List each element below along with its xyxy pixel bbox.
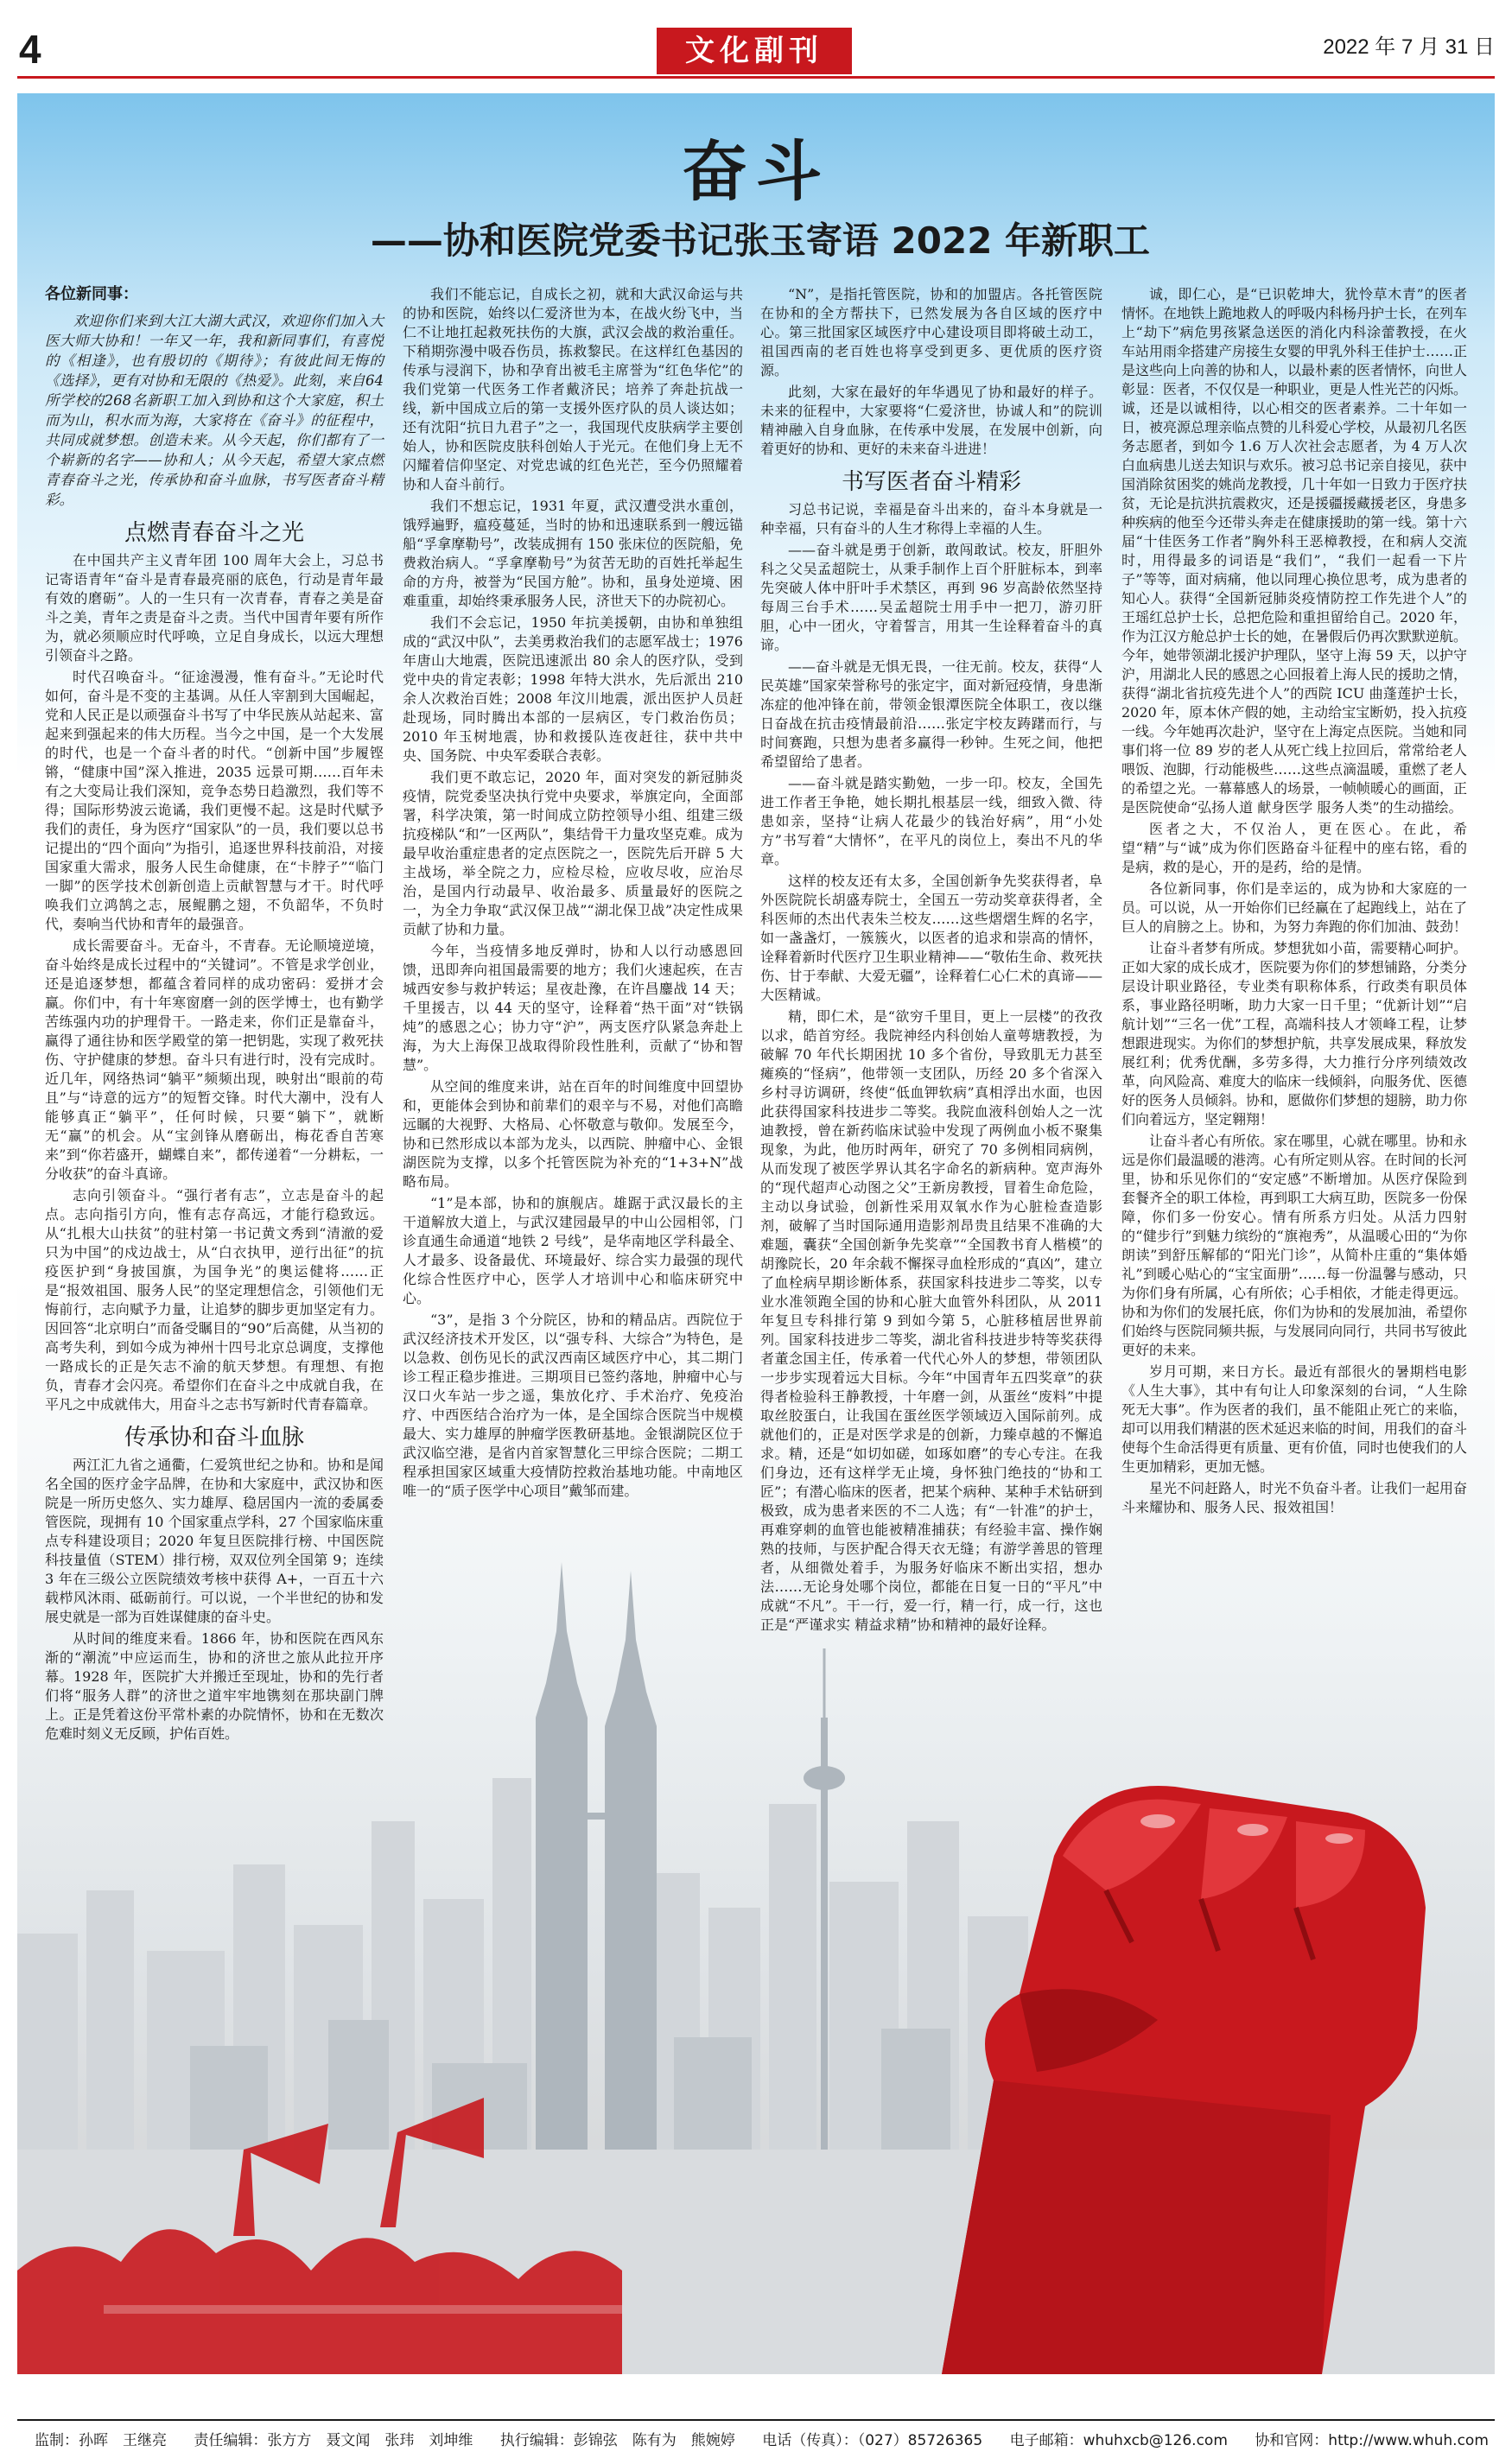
paragraph: 从时间的维度来看。1866 年，协和医院在西风东渐的“潮流”中应运而生，协和的济世之旅从此拉开序幕。1928 年，医院扩大并搬迁至现址，协和的先行者们将“服务人群”的济世之道牢牢地镌刻在那块副门牌上。正是凭着这份平常朴素的办院情怀，协和在无数次危难时刻义无反顾，护佑百姓。 xyxy=(45,1630,384,1742)
paragraph: 志向引领奋斗。“强行者有志”，立志是奋斗的起点。志向指引方向，惟有志存高远，才能行稳致远。从“扎根大山扶贫”的驻村第一书记黄文秀到“清澈的爱只为中国”的戍边战士，从“白衣执甲，逆行出征”的抗疫医护到“身披国旗，为国争光”的奥运健将……正是“报效祖国、服务人民”的坚定理想信念，引领他们无悔前行，志向赋予力量，让追梦的脚步更加坚定有力。因回答“北京明白”而备受瞩目的“90”后高健，从当初的高考失利，到如今成为神州十四号北京总调度，支撑他一路成长的正是矢志不渝的航天梦想。有理想、有抱负，青春才会闪亮。希望你们在奋斗之中成就自我，在平凡之中成就伟大，用奋斗之志书写新时代青春篇章。 xyxy=(45,1187,384,1413)
footer-website[interactable]: 协和官网：http://www.whuh.com xyxy=(1255,2432,1489,2449)
footer-exec-editors: 执行编辑：彭锦弦 陈有为 熊婉婷 xyxy=(499,2432,735,2449)
paragraph: ——奋斗就是勇于创新，敢闯敢试。校友，肝胆外科之父吴孟超院士，从秉手制作上百个肝脏标本，到率先突破人体中肝叶手术禁区，再到 96 岁高龄依然坚持每周三台手术……吴孟超院士用手中一把刀，游刃肝胆，心中一团火，守着誓言，用其一生诠释着奋斗的真谛。 xyxy=(760,542,1102,653)
masthead xyxy=(0,0,1512,78)
article-column-4 xyxy=(1121,285,1467,1520)
article-column-1 xyxy=(45,285,384,1746)
paragraph: 此刻，大家在最好的年华遇见了协和最好的样子。未来的征程中，大家要将“仁爱济世，协诚人和”的院训精神融入自身血脉，在传承中发展，在发展中创新，向着更好的协和、更好的未来奋斗进进！ xyxy=(760,384,1102,457)
paragraph: 时代召唤奋斗。“征途漫漫，惟有奋斗。”无论时代如何，奋斗是不变的主基调。从任人宰割到大国崛起，党和人民正是以顽强奋斗书写了中华民族从站起来、富起来到强起来的伟大历程。当今之中国，是一个大发展的时代，也是一个奋斗者的时代。“创新中国”步履铿锵，“健康中国”深入推进，2035 远景可期……百年未有之大变局让我们深知，竞争态势日趋激烈，我们等不得；国际形势波云诡谲，我们更慢不起。这是时代赋予我们的责任，身为医疗“国家队”的一员，我们要以总书记提出的“四个面向”为指引，追逐世界科技前沿，对接国家重大需求，服务人民生命健康，在“卡脖子”“临门一脚”的医学技术创新创造上贡献智慧与才干。时代呼唤我们立鸿鹄之志，展鲲鹏之翅，不负韶华，不负时代，奏响当代协和青年的最强音。 xyxy=(45,669,384,932)
footer xyxy=(35,2428,1489,2449)
paragraph: 精，即仁术，是“欲穷千里目，更上一层楼”的孜孜以求，皓首穷经。我院神经内科创始人童萼塘教授，为破解 70 年代长期困扰 10 多个省份，导致肌无力甚至瘫痪的“怪病”，他带领一支团队，历经 20 多个省深入乡村寻访调研，终使“低血钾软病”真相浮出水面，也因此获得国家科技进步二等奖。我院血液科创始人之一沈迪教授，曾在新药临床试验中发现了两例血小板不聚集现象，为此，他历时两年，研究了 70 多例相同病例，从而发现了被医学界认其名字命名的新病种。宽声海外的“现代超声心动图之父”王新房教授，冒着生命危险，主动以身试验，创新性采用双氧水作为心脏检查造影剂，破解了当时国际通用造影剂昂贵且结果不准确的大难题，囊获“全国创新争先奖章”“全国教书育人楷模”的胡豫院长，20 年余载不懈探寻血栓形成的“真凶”，建立了血栓病早期诊断体系，获国家科技进步二等奖，以专业水准领跑全国的协和心脏大血管外科团队，从 2011 年复旦专科排行第 9 到如今第 5，心脏移植居世界前列。国家科技进步二等奖，湖北省科技进步特等奖获得者董念国主任，传承着一代代心外人的梦想，带领团队一步步实现着远大目标。今年“中国青年五四奖章”的获得者检验科王静教授，十年磨一剑，从蛋丝“废料”中提取丝胶蛋白，让我国在蛋丝医学领域迈入国际前列。成就他们的，正是对医学求是的创新，力臻卓越的不懈追求。精，还是“如切如磋，如琢如磨”的专心专注。在我们身边，还有这样学无止境，身怀独门绝技的“协和工匠”；有潜心临床的医者，把某个病种、某种手术钻研到极致，成为患者来医的不二人选；有“一针准”的护士，再难穿刺的血管也能被精准捕获；有经验丰富、操作娴熟的技师，与医护配合得天衣无缝；有游学善思的管理者，从细微处着手，为服务好临床不断出实招，想办法……无论身处哪个岗位，都能在日复一日的“平凡”中成就“不凡”。干一行，爱一行，精一行，成一行，这也正是“严谨求实 精益求精”协和精神的最好诠释。 xyxy=(760,1008,1102,1633)
lead-paragraph: 欢迎你们来到大江大湖大武汉，欢迎你们加入大医大师大协和！一年又一年，我和新同事们，有喜悦的《相逢》，也有殷切的《期待》；有彼此间无悔的《选择》，更有对协和无限的《热爱》。此刻，来自64所学校的268名新职工加入到协和这个大家庭，积土而为山，积水而为海，大家将在《奋斗》的征程中，共同成就梦想。创造未来。从今天起，你们都有了一个崭新的名字——协和人；从今天起，希望大家点燃青春奋斗之光，传承协和奋斗血脉，书写医者奋斗精彩。 xyxy=(45,313,384,508)
paragraph: “3”，是指 3 个分院区，协和的精品店。西院位于武汉经济技术开发区，以“强专科、大综合”为特色，是以急救、创伤见长的武汉西南区域医疗中心，其二期门诊工程正稳步推进。三期项目已签约落地，肿瘤中心与汉口火车站一步之遥，集放化疗、手术治疗、免疫治疗、中西医结合治疗为一体，是全国综合医院当中规模最大、实力雄厚的肿瘤学医教研基地。金银湖院区位于武汉临空港，是省内首家智慧化三甲综合医院；二期工程承担国家区域重大疫情防控救治基地功能。中南地区唯一的“质子医学中心项目”戴邹而建。 xyxy=(403,1312,743,1499)
paragraph: 各位新同事，你们是幸运的，成为协和大家庭的一员。可以说，从一开始你们已经赢在了起跑线上，站在了巨人的肩膀之上。协和，为努力奔跑的你们加油、鼓劲！ xyxy=(1121,880,1468,935)
paragraph: ——奋斗就是踏实勤勉，一步一印。校友，全国先进工作者王争艳，她长期扎根基层一线，细致入微、待患如亲，坚持“让病人花最少的钱治好病”，用“小处方”书写着“大情怀”，在平凡的岗位上，奏出不凡的华章。 xyxy=(760,775,1102,867)
paragraph: 我们不能忘记，自成长之初，就和大武汉命运与共的协和医院，始终以仁爱济世为本，在战火纷飞中，当仁不让地扛起救死扶伤的大旗，武汉会战的救治重任。下稍期弥漫中吸吞伤员，拣救黎民。在这样红色基因的传承与浸润下，协和孕育出被毛主席誉为“红色华佗”的我们党第一代医务工作者戴济民；培养了奔赴抗战一线，新中国成立后的第一支援外医疗队的员人谈达如；还有沈阳“抗日九君子”之一，我国现代皮肤病学主要创始人，协和医院皮肤科创始人于光元。在他们身上无不闪耀着信仰坚定、对党忠诚的红色光芒，至今仍照耀着协和人奋斗前行。 xyxy=(403,286,743,492)
paragraph: 习总书记说，幸福是奋斗出来的，奋斗本身就是一种幸福，只有奋斗的人生才称得上幸福的人生。 xyxy=(760,501,1102,537)
paragraph: 两江汇九省之通衢，仁爱筑世纪之协和。协和是闻名全国的医疗金字品牌，在协和大家庭中，武汉协和医院是一所历史悠久、实力雄厚、稳居国内一流的委属委管医院，现拥有 10 个国家重点学科，27 个国家临床重点专科建设项目；2020 年复旦医院排行榜、中国医院科技量值（STEM）排行榜，双双位列全国第 9；连续 3 年在三级公立医院绩效考核中获得 A+，一百五十六载栉风沐雨、砥砺前行。可以说，一个半世纪的协和发展史就是一部为百姓谋健康的奋斗史。 xyxy=(45,1457,384,1625)
section-heading: 传承协和奋斗血脉 xyxy=(124,1425,304,1451)
paragraph: 诚，即仁心，是“已识乾坤大，犹怜草木青”的医者情怀。在地铁上跪地救人的呼吸内科杨丹护士长，在列车上“劫下”病危男孩紧急送医的消化内科涂蕾教授，在火车站用雨伞搭建产房接生女婴的甲乳外科王佳护士……正是这些向上向善的协和人，以最朴素的医者情怀，向世人彰显：医者，不仅仅是一种职业，更是人性光芒的闪烁。诚，还是以诚相待，以心相交的医者素养。二十年如一日，被亮源总理亲临点赞的儿科爱心学校，从最初几名医务志愿者，到如今 1.6 万人次社会志愿者，为 4 万人次白血病患儿送去知识与欢乐。被习总书记亲自接见，获中国消除贫困奖的姚尚龙教授，几十年如一日致力于医疗扶贫，无论是抗洪抗震救灾，还是援疆援藏援老区，身患多种疾病的他至今还带头奔走在健康援助的第一线。第十六届“十佳医务工作者”胸外科王恶樟教授，在和病人交流时，用得最多的词语是“我们”，“我们一起看一下片子”等等，面对病痛，他以同理心换位思考，成为患者的知心人。获得“全国新冠肺炎疫情防控工作先进个人”的王瑶红总护士长，总把危险和重担留给自己。2020 年，作为江汉方舱总护士长的她，在暑假后仍再次默默逆航。今年，她带领湖北援沪护理队，坚守上海 59 天，以护守沪，用湖北人民的感恩之心回报着上海人民的援助之情，获得“湖北省抗疫先进个人”的西院 ICU 曲蓬莲护士长，2020 年，原本休产假的她，主动给宝宝断奶，投入抗疫一线。今年她再次赴沪，坚守在上海定点医院。当她和同事们将一位 89 岁的老人从死亡线上拉回后，常常给老人喂饭、泡脚，行动能极些……这些点滴温暖，重燃了老人的希望之光。一幕幕感人的场景，一帧帧暖心的画面，正是医院使命“弘扬人道 献身医学 服务人类”的生动描绘。 xyxy=(1121,286,1468,816)
paragraph: 我们不想忘记，1931 年夏，武汉遭受洪水重创，饿殍遍野，瘟疫蔓延，当时的协和迅速联系到一艘远锚船“孚拿摩勒号”，改装成拥有 150 张床位的医院船，免费救治病人。“孚拿摩勒号”为贫苦无助的百姓托举起生命的方舟，被誉为“民国方舱”。协和，虽身处逆境、困难重重，却始终秉承服务人民，济世天下的办院初心。 xyxy=(403,498,743,609)
paragraph: “1”是本部，协和的旗舰店。雄踞于武汉最长的主干道解放大道上，与武汉建园最早的中山公园相邻，门诊直通生命通道“地铁 2 号线”，是华南地区学科最全、人才最多、设备最优、环境最好、综合实力最强的现代化综合性医疗中心，医学人才培训中心和临床研究中心。 xyxy=(403,1195,743,1306)
section-heading: 书写医者奋斗精彩 xyxy=(841,469,1021,495)
paragraph: 今年，当疫情多地反弹时，协和人以行动感恩回馈，迅即奔向祖国最需要的地方；我们火速起疾，在吉城西安参与救护转运；星夜赴豫，在许昌鏖战 14 天；千里援吉，以 44 天的坚守，诠释着“热干面”对“铁锅炖”的感恩之心；协力守“沪”，两支医疗队紧急奔赴上海，为大上海保卫战取得阶段性胜利，贡献了“协和智慧”。 xyxy=(403,943,743,1073)
paragraph: 星光不问赶路人，时光不负奋斗者。让我们一起用奋斗来耀协和、服务人民、报效祖国！ xyxy=(1121,1480,1468,1515)
paragraph: ——奋斗就是无惧无畏，一往无前。校友，获得“人民英雄”国家荣誉称号的张定宇，面对新冠疫情，身患渐冻症的他冲锋在前，带领金银潭医院全体职工，夜以继日奋战在抗击疫情最前沿……张定宇校友踌躇而行，与时间赛跑，只想为患者多赢得一秒钟。生死之间，他把希望留给了患者。 xyxy=(760,658,1102,770)
paragraph: 从空间的维度来讲，站在百年的时间维度中回望协和，更能体会到协和前辈们的艰辛与不易，对他们高瞻远瞩的大视野、大格局、心怀敬意与敬仰。发展至今，协和已然形成以本部为龙头，以西院、肿瘤中心、金银湖医院为支撑，以多个托管医院为补充的“1+3+N”战略布局。 xyxy=(403,1078,743,1190)
paragraph: 我们不会忘记，1950 年抗美援朝，由协和单独组成的“武汉中队”，去美勇救治我们的志愿军战士；1976 年唐山大地震，医院迅速派出 80 余人的医疗队，受到党中央的肯定表彰；1998 年特大洪水，先后派出 210 余人次救治百姓；2008 年汶川地震，派出医护人员赶赴现场，同时腾出本部的一层病区，专门救治伤员；2010 年玉树地震，协和救援队连夜赶往，获中共中央、国务院、中央军委联合表彰。 xyxy=(403,614,743,764)
section-heading: 点燃青春奋斗之光 xyxy=(124,520,304,546)
paragraph: 医者之大，不仅治人，更在医心。在此，希望“精”与“诚”成为你们医路奋斗征程中的座右铭，看的是病，救的是心，开的是药，给的是情。 xyxy=(1121,821,1467,875)
article-title: 奋斗 xyxy=(682,133,830,210)
section-label: 文化副刊 xyxy=(657,28,852,74)
article-column-2 xyxy=(403,285,743,1503)
article-column-3 xyxy=(760,285,1102,1637)
footer-rule xyxy=(17,2419,1495,2421)
footer-phone: 电话（传真）：（027）85726365 xyxy=(762,2432,983,2449)
article-subtitle: ——协和医院党委书记张玉寄语 2022 年新职工 xyxy=(370,219,1151,262)
paragraph: “N”，是指托管医院，协和的加盟店。各托管医院在协和的全方帮扶下，已然发展为各自区域的医疗中心。第三批国家区域医疗中心建设项目即将破土动工，祖国西南的老百姓也将享受到更多、更优质的医疗资源。 xyxy=(760,286,1102,378)
footer-email[interactable]: 电子邮箱：whuhxcb@126.com xyxy=(1009,2432,1228,2449)
footer-supervisor: 监制：孙晖 王继亮 xyxy=(35,2432,167,2449)
page-number: 4 xyxy=(19,27,41,72)
salutation: 各位新同事： xyxy=(45,285,138,303)
paragraph: 让奋斗者心有所依。家在哪里，心就在哪里。协和永远是你们最温暖的港湾。心有所定则从容。在时间的长河里，协和乐见你们的“安定感”不断增加。从医疗保险到套餐齐全的职工体检，再到职工大病互助，医院多一份保障，你们多一份安心。情有所系方归处。从活力四射的“健步行”到魅力缤纷的“旗袍秀”，从温暖心田的“为你朗读”到舒压解郁的“阳光门诊”，从简朴庄重的“集体婚礼”到暖心贴心的“宝宝面册”……每一份温馨与感动，只为你们身有所属，心有所依；心手相依，才能走得更远。协和为你们的发展托底，你们为协和的发展加油，希望你们始终与医院同频共振，与发展同向同行，共同书写彼此更好的未来。 xyxy=(1121,1133,1468,1358)
footer-editors: 责任编辑：张方方 聂文闻 张玮 刘坤维 xyxy=(194,2432,473,2449)
paragraph: 我们更不敢忘记，2020 年，面对突发的新冠肺炎疫情，院党委坚决执行党中央要求，举旗定向，全面部署，科学决策，第一时间成立防控领导小组、组建三级抗疫梯队“和”一区两队”，集结骨干力量攻坚克难。成为最早收治重症患者的定点医院之一，医院先后开辟 5 大主战场，举全院之力，应检尽检，应收尽收，应治尽治，是国内行动最早、收治最多、质量最好的医院之一，为全力争取“武汉保卫战”“湖北保卫战”决定性成果贡献了协和力量。 xyxy=(403,769,743,937)
paragraph: 在中国共产主义青年团 100 周年大会上，习总书记寄语青年“奋斗是青春最亮丽的底色，行动是青年最有效的磨砺”。人的一生只有一次青春，青春之美是奋斗之美，青年之责是奋斗之责。当代中国青年要有所作为，就必须顺应时代呼唤，立足自身成长，以远大理想引领奋斗之路。 xyxy=(45,552,384,664)
publication-date: 2022 年 7 月 31 日 xyxy=(1323,35,1495,59)
paragraph: 这样的校友还有太多，全国创新争先奖获得者，阜外医院院长胡盛寿院士，全国五一劳动奖章获得者，全科医师的杰出代表朱兰校友……这些熠熠生辉的名字，如一盏盏灯，一簇簇火，以医者的追求和崇高的情怀，诠释着新时代医疗卫生职业精神——“敬佑生命、救死扶伤、甘于奉献、大爱无疆”，诠释着仁心仁术的真谛——大医精诚。 xyxy=(760,873,1102,1003)
paragraph: 让奋斗者梦有所成。梦想犹如小苗，需要精心呵护。正如大家的成长成才，医院要为你们的梦想铺路，分类分层设计职业路径，专业类有职称体系，行政类有职员体系，事业路径明晰，助力大家一日千里；“优新计划”“启航计划”“三名一优”工程，高端科技人才领峰工程，让梦想跟进现实。为你们的梦想护航，共享发展成果，释放发展红利；优秀优酬，多劳多得，大力推行分序列绩效改革，向风险高、难度大的临床一线倾斜，向服务优、医德好的医务人员倾斜。协和，愿做你们梦想的翅膀，助力你们向着远方，坚定翱翔！ xyxy=(1121,940,1468,1127)
paragraph: 岁月可期，来日方长。最近有部很火的暑期档电影《人生大事》，其中有句让人印象深刻的台词，“人生除死无大事”。作为医者的我们，虽不能阻止死亡的来临，却可以用我们精湛的医术延迟来临的时间，用我们的奋斗使每个生命活得更有质量、更有价值，同时也使我们的人生更加精彩，更加无憾。 xyxy=(1121,1363,1468,1475)
masthead-rule xyxy=(17,76,1495,79)
paragraph: 成长需要奋斗。无奋斗，不青春。无论顺境逆境，奋斗始终是成长过程中的“关键词”。不管是求学创业，还是追逐梦想，都蕴含着同样的成功密码：爱拼才会赢。你们中，有十年寒窗磨一剑的医学博士，也有勤学苦练强内功的护理骨干。一路走来，你们正是靠奋斗，赢得了通往协和医学殿堂的第一把钥匙，实现了救死扶伤、守护健康的梦想。奋斗只有进行时，没有完成时。近几年，网络热词“躺平”频频出现，映射出“眼前的苟且”与“诗意的远方”的短暂交锋。时代大潮中，没有人能够真正“躺平”，任何时候，只要“躺下”，就断无“赢”的机会。从“宝剑锋从磨砺出，梅花香自苦寒来”到“你若盛开，蝴蝶自来”，都传递着“一分耕耘，一分收获”的奋斗真谛。 xyxy=(45,937,384,1182)
